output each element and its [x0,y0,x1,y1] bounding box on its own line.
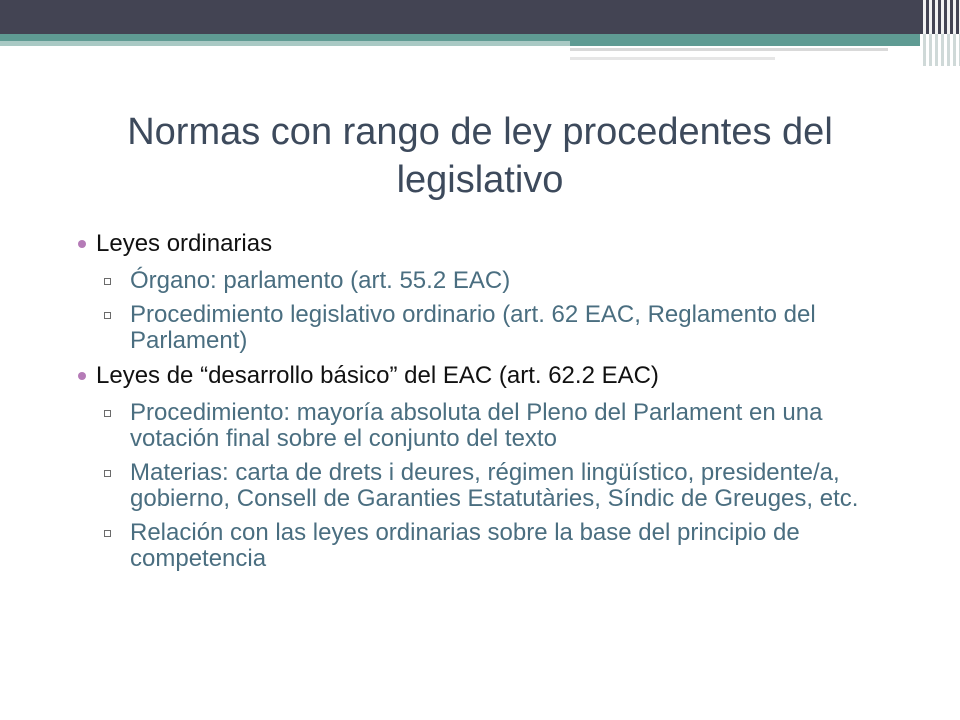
bullet-list [78,230,898,580]
header-accent-line [570,48,888,51]
sub-bullet-text: Relación con las leyes ordinarias sobre la base del principio de competencia [130,519,800,572]
header-band-dark [0,0,960,34]
sub-bullet-square-icon [104,278,111,285]
sub-bullet-item [78,268,898,294]
sub-bullet-square-icon [104,312,111,319]
bullet-item [78,362,898,390]
sub-bullet-item [78,302,898,354]
sub-bullet-text: Materias: carta de drets i deures, régimen lingüístico, presidente/a, gobierno, Consell de Garanties Estatutàries, Síndic de Greuges, etc. [130,459,859,512]
bullet-dot-icon [78,372,86,380]
sub-bullet-square-icon [104,410,111,417]
sub-bullet-item [78,520,898,572]
bullet-item [78,230,898,258]
bullet-dot-icon [78,240,86,248]
sub-bullet-square-icon [104,470,111,477]
sub-bullet-text: Órgano: parlamento (art. 55.2 EAC) [130,267,511,294]
sub-bullet-square-icon [104,530,111,537]
sub-bullet-item [78,400,898,452]
sub-bullet-item [78,460,898,512]
slide-title: Normas con rango de ley procedentes del legislativo [127,111,833,201]
bullet-text: Leyes de “desarrollo básico” del EAC (art. 62.2 EAC) [96,362,659,389]
header-stripes [920,34,960,66]
sub-bullet-text: Procedimiento: mayoría absoluta del Pleno del Parlament en una votación final sobre el conjunto del texto [130,399,823,452]
header-accent-line [0,41,570,46]
sub-bullet-text: Procedimiento legislativo ordinario (art. 62 EAC, Reglamento del Parlament) [130,301,816,354]
bullet-text: Leyes ordinarias [96,230,273,257]
header-accent-line [570,57,775,60]
